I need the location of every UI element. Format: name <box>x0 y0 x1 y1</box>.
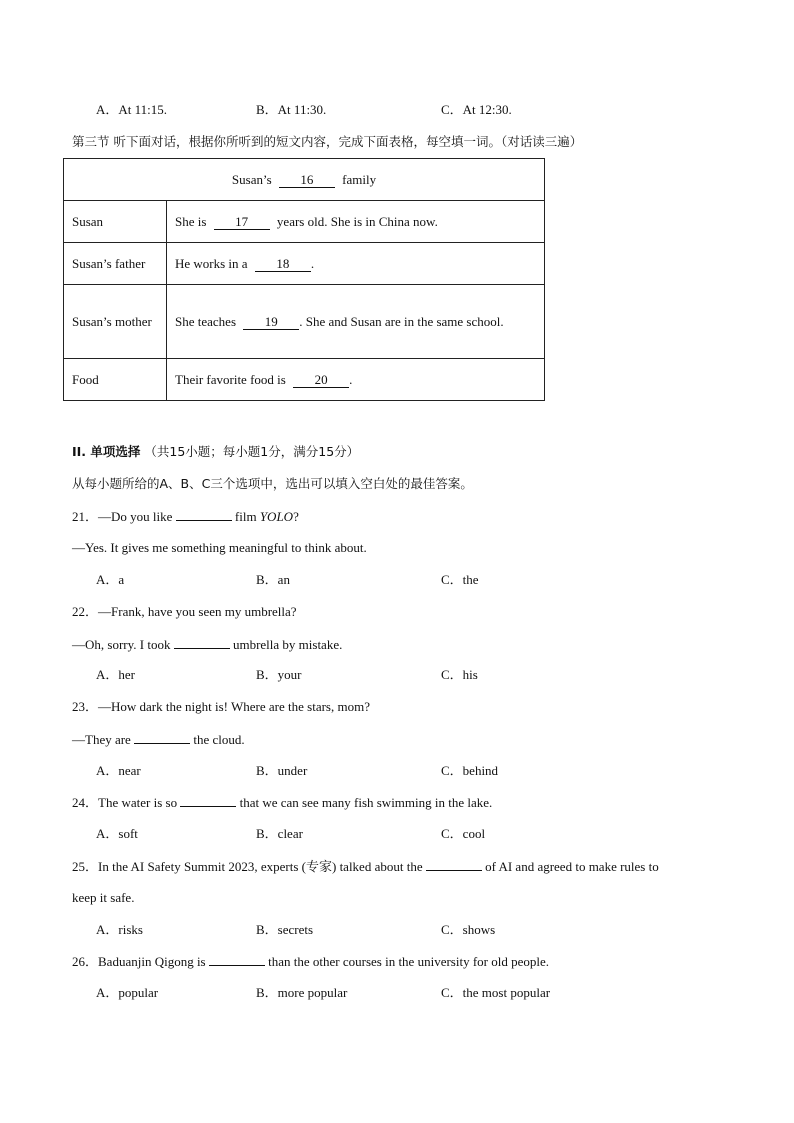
question-text: film <box>234 509 257 524</box>
q21-option-c[interactable]: C．the <box>441 572 479 587</box>
question-number: 26． <box>72 954 99 969</box>
q22-option-a[interactable]: A．her <box>96 667 135 682</box>
q22-options <box>0 667 794 683</box>
row-content <box>167 201 545 243</box>
question-24 <box>72 794 492 811</box>
question-25 <box>72 858 659 875</box>
q15-option-b[interactable]: B．At 11:30. <box>256 102 327 117</box>
part2-heading-line <box>72 444 359 460</box>
answer-blank[interactable] <box>174 636 230 649</box>
q21-options <box>0 572 794 588</box>
question-text: —How dark the night is! Where are the stars, mom? <box>98 699 370 714</box>
question-number: 25． <box>72 859 99 874</box>
table-header-cell <box>64 159 545 201</box>
question-23 <box>72 699 370 715</box>
answer-blank[interactable] <box>426 858 482 871</box>
q15-option-c[interactable]: C．At 12:30. <box>441 102 512 117</box>
row-text-pre: She is <box>175 213 207 229</box>
row-label: Susan <box>64 201 167 243</box>
table-row <box>64 201 545 243</box>
answer-blank[interactable] <box>176 508 232 521</box>
question-21 <box>72 508 299 525</box>
header-text-pre: Susan’s <box>231 171 272 187</box>
question-number: 24． <box>72 795 99 810</box>
q24-option-b[interactable]: B．clear <box>256 826 303 841</box>
row-text-pre: Their favorite food is <box>175 371 286 387</box>
part2-heading: II. 单项选择 <box>72 444 141 459</box>
question-22 <box>72 604 297 620</box>
table-row <box>64 243 545 285</box>
row-content <box>167 359 545 401</box>
blank-16[interactable]: 16 <box>279 173 335 188</box>
q21-option-b[interactable]: B．an <box>256 572 290 587</box>
q26-options <box>0 985 794 1001</box>
q22-option-b[interactable]: B．your <box>256 667 302 682</box>
q24-options <box>0 826 794 842</box>
q15-options <box>0 102 794 118</box>
question-text: ? <box>293 509 299 524</box>
row-label: Susan’s father <box>64 243 167 285</box>
question-22-reply <box>72 636 342 653</box>
row-text-post: . She and Susan are in the same school. <box>299 313 504 329</box>
q25-options <box>0 922 794 938</box>
q26-option-a[interactable]: A．popular <box>96 985 159 1000</box>
blank-18[interactable]: 18 <box>255 257 311 272</box>
header-text-post: family <box>342 171 377 187</box>
question-text: than the other courses in the university for old people. <box>268 954 549 969</box>
reply-text: umbrella by mistake. <box>232 637 343 652</box>
q25-option-a[interactable]: A．risks <box>96 922 143 937</box>
question-21-reply: —Yes. It gives me something meaningful to think about. <box>72 540 367 555</box>
question-number: 23． <box>72 699 99 714</box>
question-text: that we can see many fish swimming in the lake. <box>239 795 493 810</box>
question-text: —Do you like <box>98 509 173 524</box>
blank-20[interactable]: 20 <box>293 373 349 388</box>
q25-option-b[interactable]: B．secrets <box>256 922 314 937</box>
row-label: Susan’s mother <box>64 285 167 359</box>
answer-blank[interactable] <box>180 794 236 807</box>
question-text: The water is so <box>98 795 178 810</box>
blank-17[interactable]: 17 <box>214 215 270 230</box>
row-text-post: years old. She is in China now. <box>276 213 438 229</box>
question-23-reply <box>72 731 245 748</box>
blank-19[interactable]: 19 <box>243 315 299 330</box>
q26-option-c[interactable]: C．the most popular <box>441 985 551 1000</box>
table-row <box>64 359 545 401</box>
q23-option-c[interactable]: C．behind <box>441 763 499 778</box>
q22-option-c[interactable]: C．his <box>441 667 478 682</box>
answer-blank[interactable] <box>209 953 265 966</box>
question-25-line2: keep it safe. <box>72 890 135 905</box>
question-text: of AI and agreed to make rules to <box>485 859 659 874</box>
question-text: Baduanjin Qigong is <box>98 954 206 969</box>
row-content <box>167 285 545 359</box>
question-text: In the AI Safety Summit 2023, experts (专家) talked about the <box>98 859 423 874</box>
table-row <box>64 285 545 359</box>
film-title: YOLO <box>259 509 294 524</box>
q23-option-b[interactable]: B．under <box>256 763 308 778</box>
q23-options <box>0 763 794 779</box>
q15-option-a[interactable]: A．At 11:15. <box>96 102 168 117</box>
q24-option-a[interactable]: A．soft <box>96 826 138 841</box>
row-content <box>167 243 545 285</box>
question-number: 22． <box>72 604 99 619</box>
row-label: Food <box>64 359 167 401</box>
question-text: —Frank, have you seen my umbrella? <box>98 604 297 619</box>
row-text-post: . <box>349 371 353 387</box>
reply-text: —They are <box>72 732 131 747</box>
q21-option-a[interactable]: A．a <box>96 572 125 587</box>
listening-table <box>63 158 545 401</box>
q26-option-b[interactable]: B．more popular <box>256 985 348 1000</box>
section3-instruction: 第三节 听下面对话，根据你所听到的短文内容，完成下面表格，每空填一词。（对话读三遍） <box>72 134 583 149</box>
q23-option-a[interactable]: A．near <box>96 763 141 778</box>
part2-instruction: 从每小题所给的A、B、C三个选项中，选出可以填入空白处的最佳答案。 <box>72 476 473 491</box>
q24-option-c[interactable]: C．cool <box>441 826 486 841</box>
row-text-post: . <box>310 255 315 271</box>
row-text-pre: He works in a <box>175 255 248 271</box>
row-text-pre: She teaches <box>175 313 237 329</box>
reply-text: —Oh, sorry. I took <box>72 637 171 652</box>
question-26 <box>72 953 549 970</box>
table-header-row <box>64 159 545 201</box>
question-number: 21． <box>72 509 99 524</box>
part2-note: （共15小题；每小题1分，满分15分） <box>144 444 360 459</box>
q25-option-c[interactable]: C．shows <box>441 922 496 937</box>
answer-blank[interactable] <box>134 731 190 744</box>
reply-text: the cloud. <box>193 732 245 747</box>
